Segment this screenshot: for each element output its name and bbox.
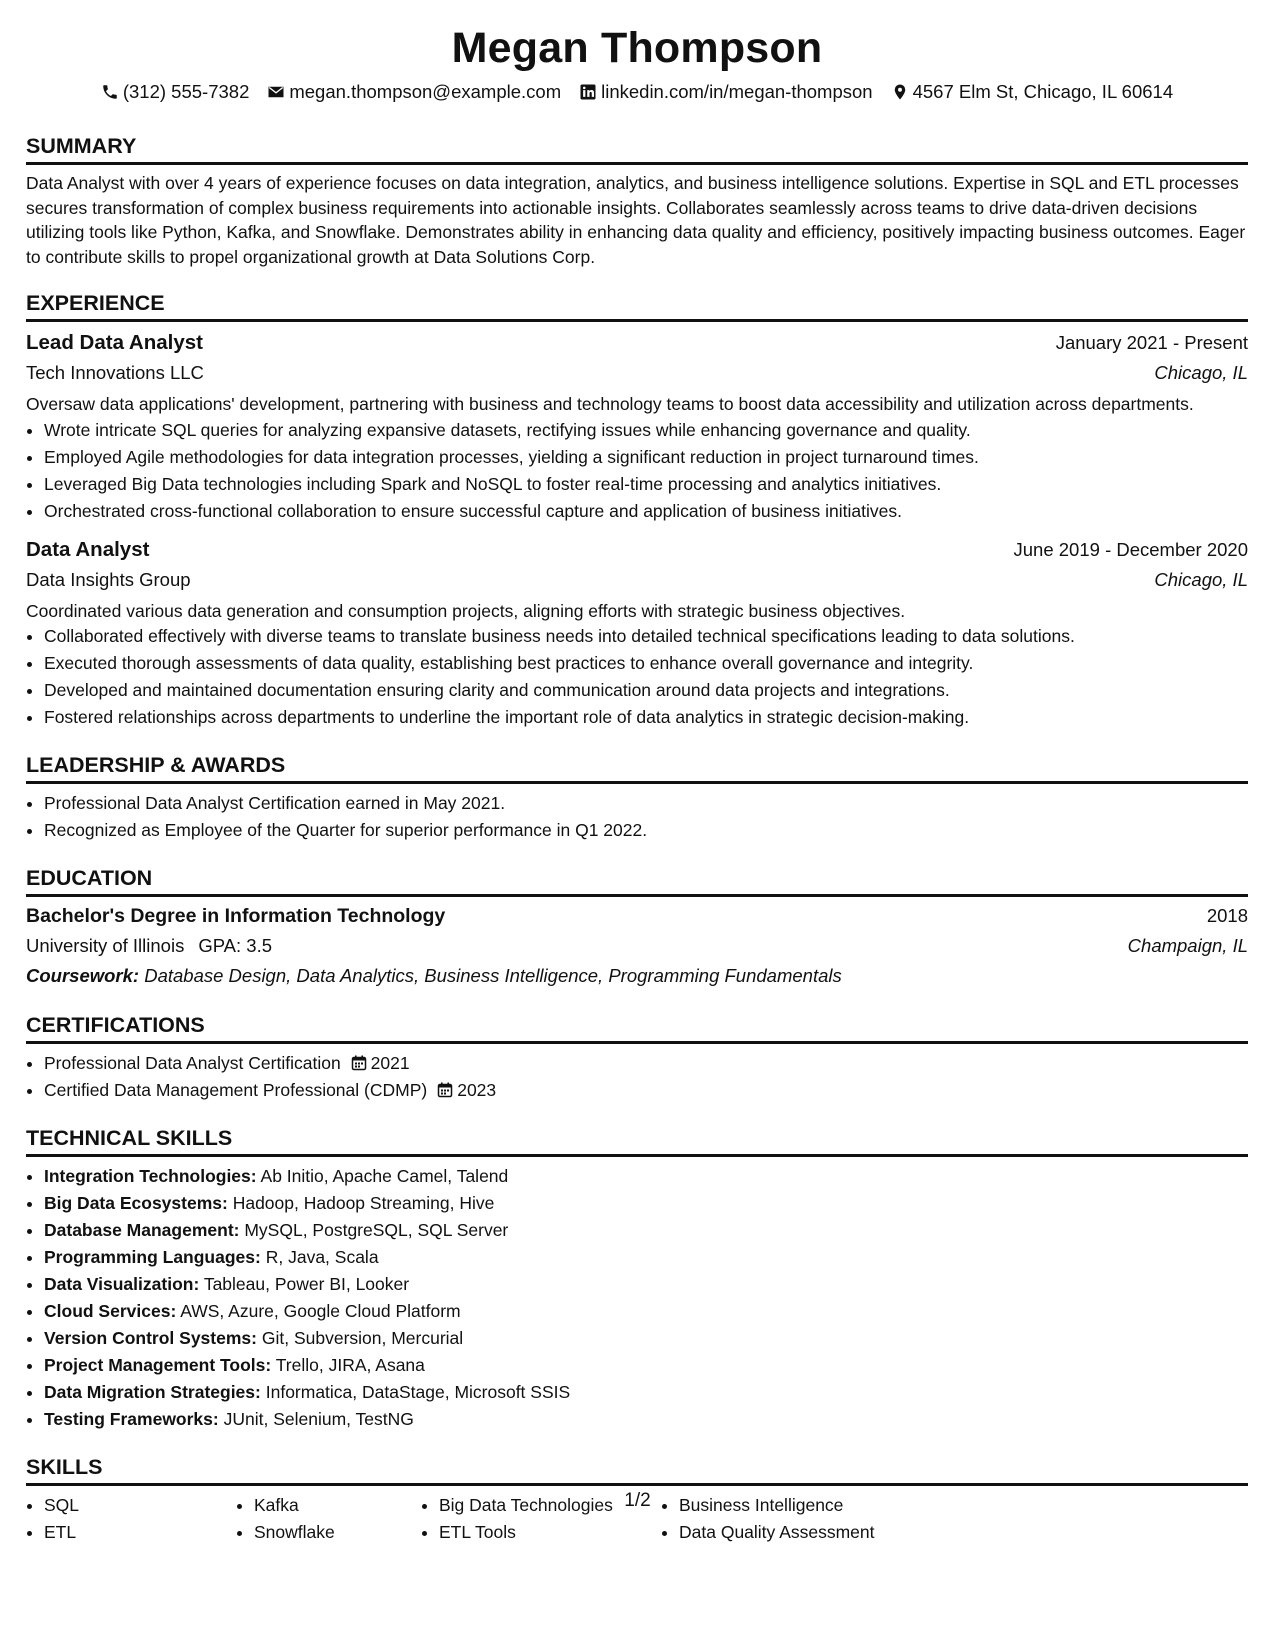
skill-category: Cloud Services: [44,1301,177,1321]
list-item [44,1298,1248,1325]
list-item [44,1271,1248,1298]
technical-skills-section [26,1124,1248,1433]
list-item: • SQL [44,1492,236,1519]
contact-address [891,78,1174,106]
contact-phone [101,78,250,106]
contact-bar [26,78,1248,106]
contact-linkedin[interactable] [579,78,872,106]
skill-values: Git, Subversion, Mercurial [261,1328,464,1348]
job-company: Tech Innovations LLC [26,362,204,383]
skill-values: AWS, Azure, Google Cloud Platform [180,1301,461,1321]
address-text: 4567 Elm St, Chicago, IL 60614 [912,81,1174,102]
list-item: • Leveraged Big Data technologies including Spark and NoSQL to foster real-time processing and analytics initiatives. [44,471,1248,498]
list-item: • Business Intelligence [679,1492,961,1519]
cert-year: 2021 [370,1053,410,1073]
job-description: Oversaw data applications' development, partnering with business and technology teams to boost data accessibility and utilization across departments. [26,394,1194,414]
list-item: • Developed and maintained documentation ensuring clarity and communication around data projects and integrations. [44,677,1248,704]
certifications-list [26,1050,1248,1104]
skill-values: MySQL, PostgreSQL, SQL Server [244,1220,509,1240]
job-title: Data Analyst [26,537,150,561]
contact-email[interactable] [267,78,561,106]
calendar-icon [351,1055,367,1071]
cert-name: Professional Data Analyst Certification [44,1053,341,1073]
list-item [44,1050,1248,1077]
linkedin-icon [579,83,597,101]
list-item [44,1190,1248,1217]
list-item [44,1352,1248,1379]
list-item: • Big Data Technologies [439,1492,661,1519]
list-item: • ETL [44,1519,236,1546]
skill-values: Hadoop, Hadoop Streaming, Hive [232,1193,495,1213]
phone-text: (312) 555-7382 [122,81,250,102]
skill-values: Tableau, Power BI, Looker [203,1274,410,1294]
coursework-text: Database Design, Data Analytics, Business Intelligence, Programming Fundamentals [144,965,842,986]
job-bullets [26,417,1248,525]
leadership-section [26,751,1248,844]
leadership-list [26,790,1248,844]
job-entry [26,535,1248,732]
calendar-icon [437,1082,453,1098]
section-title: TECHNICAL SKILLS [26,1124,1248,1157]
skill-category: Version Control Systems: [44,1328,257,1348]
resume-page [26,0,1248,1546]
list-item [44,1406,1248,1433]
job-entry [26,328,1248,525]
skill-values: R, Java, Scala [265,1247,379,1267]
degree: Bachelor's Degree in Information Technology [26,905,446,927]
job-dates: June 2019 - December 2020 [1013,538,1248,560]
job-bullets [26,623,1248,731]
job-title: Lead Data Analyst [26,331,203,354]
section-title: LEADERSHIP & AWARDS [26,751,1248,784]
email-text[interactable]: megan.thompson@example.com [289,81,562,102]
list-item [44,1077,1248,1104]
job-location: Chicago, IL [1154,568,1248,590]
list-item: • Data Quality Assessment [679,1519,961,1546]
school-line [26,931,272,961]
education-section [26,864,1248,991]
coursework-line [26,961,1248,991]
skill-values: Ab Initio, Apache Camel, Talend [260,1166,509,1186]
list-item: • Collaborated effectively with diverse teams to translate business needs into detailed technical specifications leading to data solutions. [44,623,1248,650]
section-title: SUMMARY [26,132,1248,165]
gpa: GPA: 3.5 [198,935,273,956]
job-company: Data Insights Group [26,568,191,590]
page-number: 1/2 [624,1490,651,1511]
list-item [44,1163,1248,1190]
list-item: • Orchestrated cross-functional collaboration to ensure successful capture and application of business initiatives. [44,498,1248,525]
school-location: Champaign, IL [1127,935,1248,956]
summary-section [26,132,1248,269]
list-item: • Fostered relationships across departments to underline the important role of data analytics in strategic decision-making. [44,704,1248,731]
skill-category: Database Management: [44,1220,240,1240]
skill-category: Integration Technologies: [44,1166,257,1186]
skill-values: Informatica, DataStage, Microsoft SSIS [265,1382,571,1402]
skill-category: Testing Frameworks: [44,1409,219,1429]
list-item: • Recognized as Employee of the Quarter for superior performance in Q1 2022. [44,817,1248,844]
job-description: Coordinated various data generation and consumption projects, aligning efforts with strategic business objectives. [26,600,906,621]
skill-category: Data Migration Strategies: [44,1382,261,1402]
list-item [44,1379,1248,1406]
list-item [44,1217,1248,1244]
list-item: • Executed thorough assessments of data quality, establishing best practices to enhance overall governance and integrity. [44,650,1248,677]
list-item: • ETL Tools [439,1519,661,1546]
map-pin-icon [891,83,909,101]
section-title: SKILLS [26,1453,1248,1486]
linkedin-text[interactable]: linkedin.com/in/megan-thompson [601,81,873,102]
candidate-name: Megan Thompson [451,24,823,72]
list-item: • Snowflake [254,1519,421,1546]
experience-section [26,289,1248,731]
skill-category: Project Management Tools: [44,1355,272,1375]
coursework-label: Coursework: [26,965,140,986]
list-item: • Wrote intricate SQL queries for analyzing expansive datasets, rectifying issues while enhancing governance and quality. [44,417,1248,444]
certifications-section [26,1011,1248,1104]
list-item [44,1244,1248,1271]
skill-values: Trello, JIRA, Asana [275,1355,425,1375]
cert-year: 2023 [457,1080,497,1100]
phone-icon [101,83,119,101]
section-title: EXPERIENCE [26,289,1248,322]
section-title: CERTIFICATIONS [26,1011,1248,1044]
list-item [44,1325,1248,1352]
skill-category: Big Data Ecosystems: [44,1193,228,1213]
summary-text: Data Analyst with over 4 years of experience focuses on data integration, analytics, and business intelligence solutions. Expertise in SQL and ETL processes secures transformation of complex business requirements into actionable insights. Collaborates seamlessly across teams to drive data-driven decisions utilizing tools like Python, Kafka, and Snowflake. Demonstrates ability in enhancing data quality and efficiency, positively impacting business outcomes. Eager to contribute skills to propel organizational growth at Data Solutions Corp. [26,173,1246,267]
skill-values: JUnit, Selenium, TestNG [223,1409,414,1429]
job-dates: January 2021 - Present [1055,332,1248,353]
skill-category: Data Visualization: [44,1274,200,1294]
list-item: • Professional Data Analyst Certification earned in May 2021. [44,790,1248,817]
school-name: University of Illinois [26,935,185,956]
envelope-icon [267,83,285,101]
skill-category: Programming Languages: [44,1247,261,1267]
technical-skills-list [26,1163,1248,1433]
cert-name: Certified Data Management Professional (CDMP) [44,1080,428,1100]
list-item: • Kafka [254,1492,421,1519]
job-location: Chicago, IL [1154,362,1248,383]
section-title: EDUCATION [26,864,1248,897]
list-item: • Employed Agile methodologies for data integration processes, yielding a significant reduction in project turnaround times. [44,444,1248,471]
graduation-year: 2018 [1206,905,1248,926]
